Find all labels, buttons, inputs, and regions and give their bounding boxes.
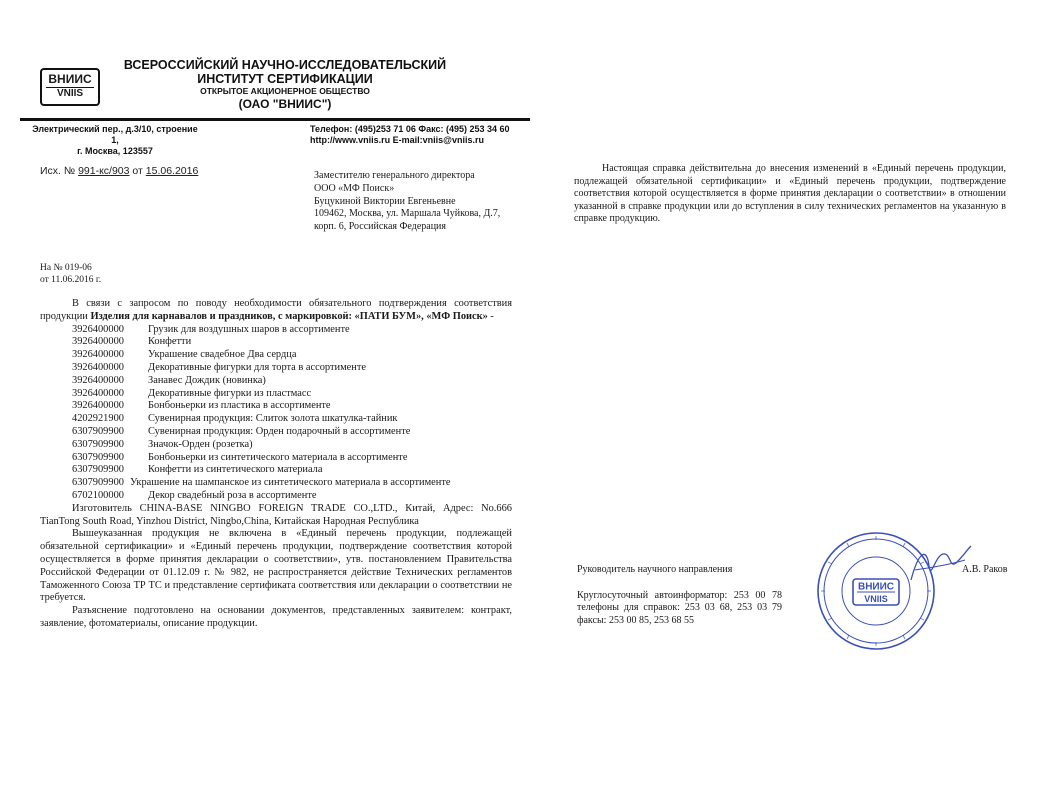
signatory-title: Руководитель научного направления: [577, 564, 733, 575]
letterhead-divider: [20, 118, 530, 121]
list-item: [40, 336, 512, 349]
logo-bottom-text: VNIIS: [46, 87, 94, 100]
list-item: [40, 349, 512, 362]
recipient-block: [314, 170, 544, 234]
contact-info-line: телефоны для справок: 253 03 68, 253 03 79: [577, 602, 782, 614]
basis-paragraph: Разъяснение подготовлено на основании документов, представленных заявителем: контракт, заявление, фотоматериалы, описание продукции.: [40, 605, 512, 629]
product-code: 3926400000: [72, 349, 124, 361]
product-name: Сувенирная продукция: Слиток золота шкатулка-тайник: [148, 413, 398, 425]
product-code: 3926400000: [72, 374, 124, 386]
list-item: [40, 464, 512, 477]
contact-info-line: факсы: 253 00 85, 253 68 55: [577, 614, 694, 626]
outgoing-date: 15.06.2016: [145, 165, 199, 177]
contact-info-line: Круглосуточный автоинформатор: 253 00 78: [577, 590, 782, 601]
product-name: Конфетти: [148, 336, 192, 348]
contact-block: [310, 124, 535, 146]
intro-tail: -: [487, 310, 494, 322]
list-item: [40, 388, 512, 401]
product-name: Бонбоньерки из синтетического материала в ассортименте: [148, 451, 408, 463]
postal-address: [30, 124, 200, 157]
address-line-2: г. Москва, 123557: [77, 146, 153, 156]
product-name: Декор свадебный роза в ассортименте: [148, 489, 317, 501]
contact-line-2: http://www.vniis.ru E-mail:vniis@vniis.ru: [310, 135, 484, 145]
list-item: [40, 452, 512, 465]
stamp-top-text: ВНИИС: [857, 581, 895, 593]
list-item: [40, 324, 512, 337]
recipient-line: Заместителю генерального директора: [314, 170, 475, 181]
product-name: Конфетти из синтетического материала: [148, 464, 323, 476]
product-code: 4202921900: [72, 413, 124, 425]
list-item: [40, 426, 512, 439]
manufacturer-paragraph: Изготовитель CHINA-BASE NINGBO FOREIGN TRADE CO.,LTD., Китай, Адрес: No.666 TianTong South Road, Yinzhou District, Ningbo,China, Китайская Народная Республика: [40, 502, 512, 527]
product-name: Декоративные фигурки из пластмасс: [148, 387, 312, 399]
product-code: 6307909900: [72, 477, 124, 489]
product-name: Значок-Орден (розетка): [148, 438, 253, 450]
incoming-reference: [40, 262, 101, 286]
org-line-3: ОТКРЫТОЕ АКЦИОНЕРНОЕ ОБЩЕСТВО: [200, 86, 370, 96]
outgoing-number: 991-кс/903: [78, 165, 130, 177]
product-code: 6702100000: [72, 489, 124, 501]
outgoing-mid: от: [132, 165, 143, 177]
product-code: 3926400000: [72, 400, 124, 412]
product-code: 6307909900: [72, 451, 124, 463]
reference-contacts: [577, 590, 782, 627]
stamp-bottom-text: VNIIS: [864, 594, 888, 604]
list-item: [40, 477, 512, 490]
product-name: Бонбоньерки из пластика в ассортименте: [148, 400, 331, 412]
product-code: 6307909900: [72, 464, 124, 476]
product-code: 3926400000: [72, 336, 124, 348]
incoming-number: На № 019-06: [40, 263, 92, 273]
org-line-4: (ОАО "ВНИИС"): [238, 97, 332, 111]
product-list: [40, 324, 512, 503]
outgoing-reference: [40, 165, 198, 177]
list-item: [40, 400, 512, 413]
recipient-line: ООО «МФ Поиск»: [314, 182, 395, 194]
letter-body: [40, 298, 512, 631]
org-line-1: ВСЕРОССИЙСКИЙ НАУЧНО-ИССЛЕДОВАТЕЛЬСКИЙ: [123, 58, 447, 72]
recipient-line: 109462, Москва, ул. Маршала Чуйкова, Д.7,: [314, 208, 501, 220]
product-name: Сувенирная продукция: Орден подарочный в ассортименте: [148, 425, 411, 437]
product-code: 3926400000: [72, 323, 124, 335]
product-name: Грузик для воздушных шаров в ассортименте: [148, 323, 350, 335]
product-code: 3926400000: [72, 361, 124, 373]
organization-name: [120, 58, 450, 112]
address-line-1: Электрический пер., д.3/10, строение 1,: [32, 124, 198, 145]
vniis-logo: [40, 68, 100, 106]
intro-text: В связи с запросом по поводу необходимости обязательного подтверждения соответствия продукции: [40, 298, 512, 322]
list-item: [40, 413, 512, 426]
product-name: Занавес Дождик (новинка): [148, 374, 266, 386]
intro-paragraph: [40, 298, 512, 324]
list-item: [40, 362, 512, 375]
outgoing-prefix: Исх. №: [40, 165, 76, 177]
handwritten-signature: [905, 540, 975, 590]
list-item: [40, 439, 512, 452]
logo-top-text: ВНИИС: [48, 72, 92, 86]
org-line-2: ИНСТИТУТ СЕРТИФИКАЦИИ: [197, 72, 373, 86]
product-code: 3926400000: [72, 387, 124, 399]
contact-line-1: Телефон: (495)253 71 06 Факс: (495) 253 34 60: [310, 124, 510, 134]
list-item: [40, 490, 512, 503]
product-name: Декоративные фигурки для торта в ассортименте: [148, 361, 366, 373]
conclusion-paragraph: Вышеуказанная продукция не включена в «Единый перечень продукции, подлежащей обязательной сертификации» и «Единый перечень продукции, подтверждение соответствия которой осуществляется в форме принятия декларации о соответствии», утв. постановлением Правительства Российской Федерации от 01.12.09 г. № 982, не распространяется действие Технических регламентов Таможенного Союза ТР ТС и представление сертификата соответствия или декларации о соответствии не требуется.: [40, 528, 512, 604]
recipient-line: Буцукиной Виктории Евгеньевне: [314, 195, 456, 207]
product-code: 6307909900: [72, 438, 124, 450]
intro-product-group: Изделия для карнавалов и праздников, с маркировкой: «ПАТИ БУМ», «МФ Поиск»: [90, 310, 488, 322]
signatory-name: А.В. Раков: [962, 564, 1008, 575]
product-name: Украшение свадебное Два сердца: [148, 349, 297, 361]
incoming-date: от 11.06.2016 г.: [40, 275, 102, 285]
list-item: [40, 375, 512, 388]
product-code: 6307909900: [72, 425, 124, 437]
recipient-line: корп. 6, Российская Федерация: [314, 221, 447, 233]
product-name: Украшение на шампанское из синтетического материала в ассортименте: [129, 477, 451, 489]
validity-paragraph: Настоящая справка действительна до внесения изменений в «Единый перечень продукции, подлежащей обязательной сертификации» и «Единый перечень продукции, подтверждение соответствия которой осуществляется в форме принятия декларации о соответствии» в отношении указанной в справке продукции или до вступления в силу технических регламентов на указанную в справке продукцию.: [574, 163, 1006, 225]
